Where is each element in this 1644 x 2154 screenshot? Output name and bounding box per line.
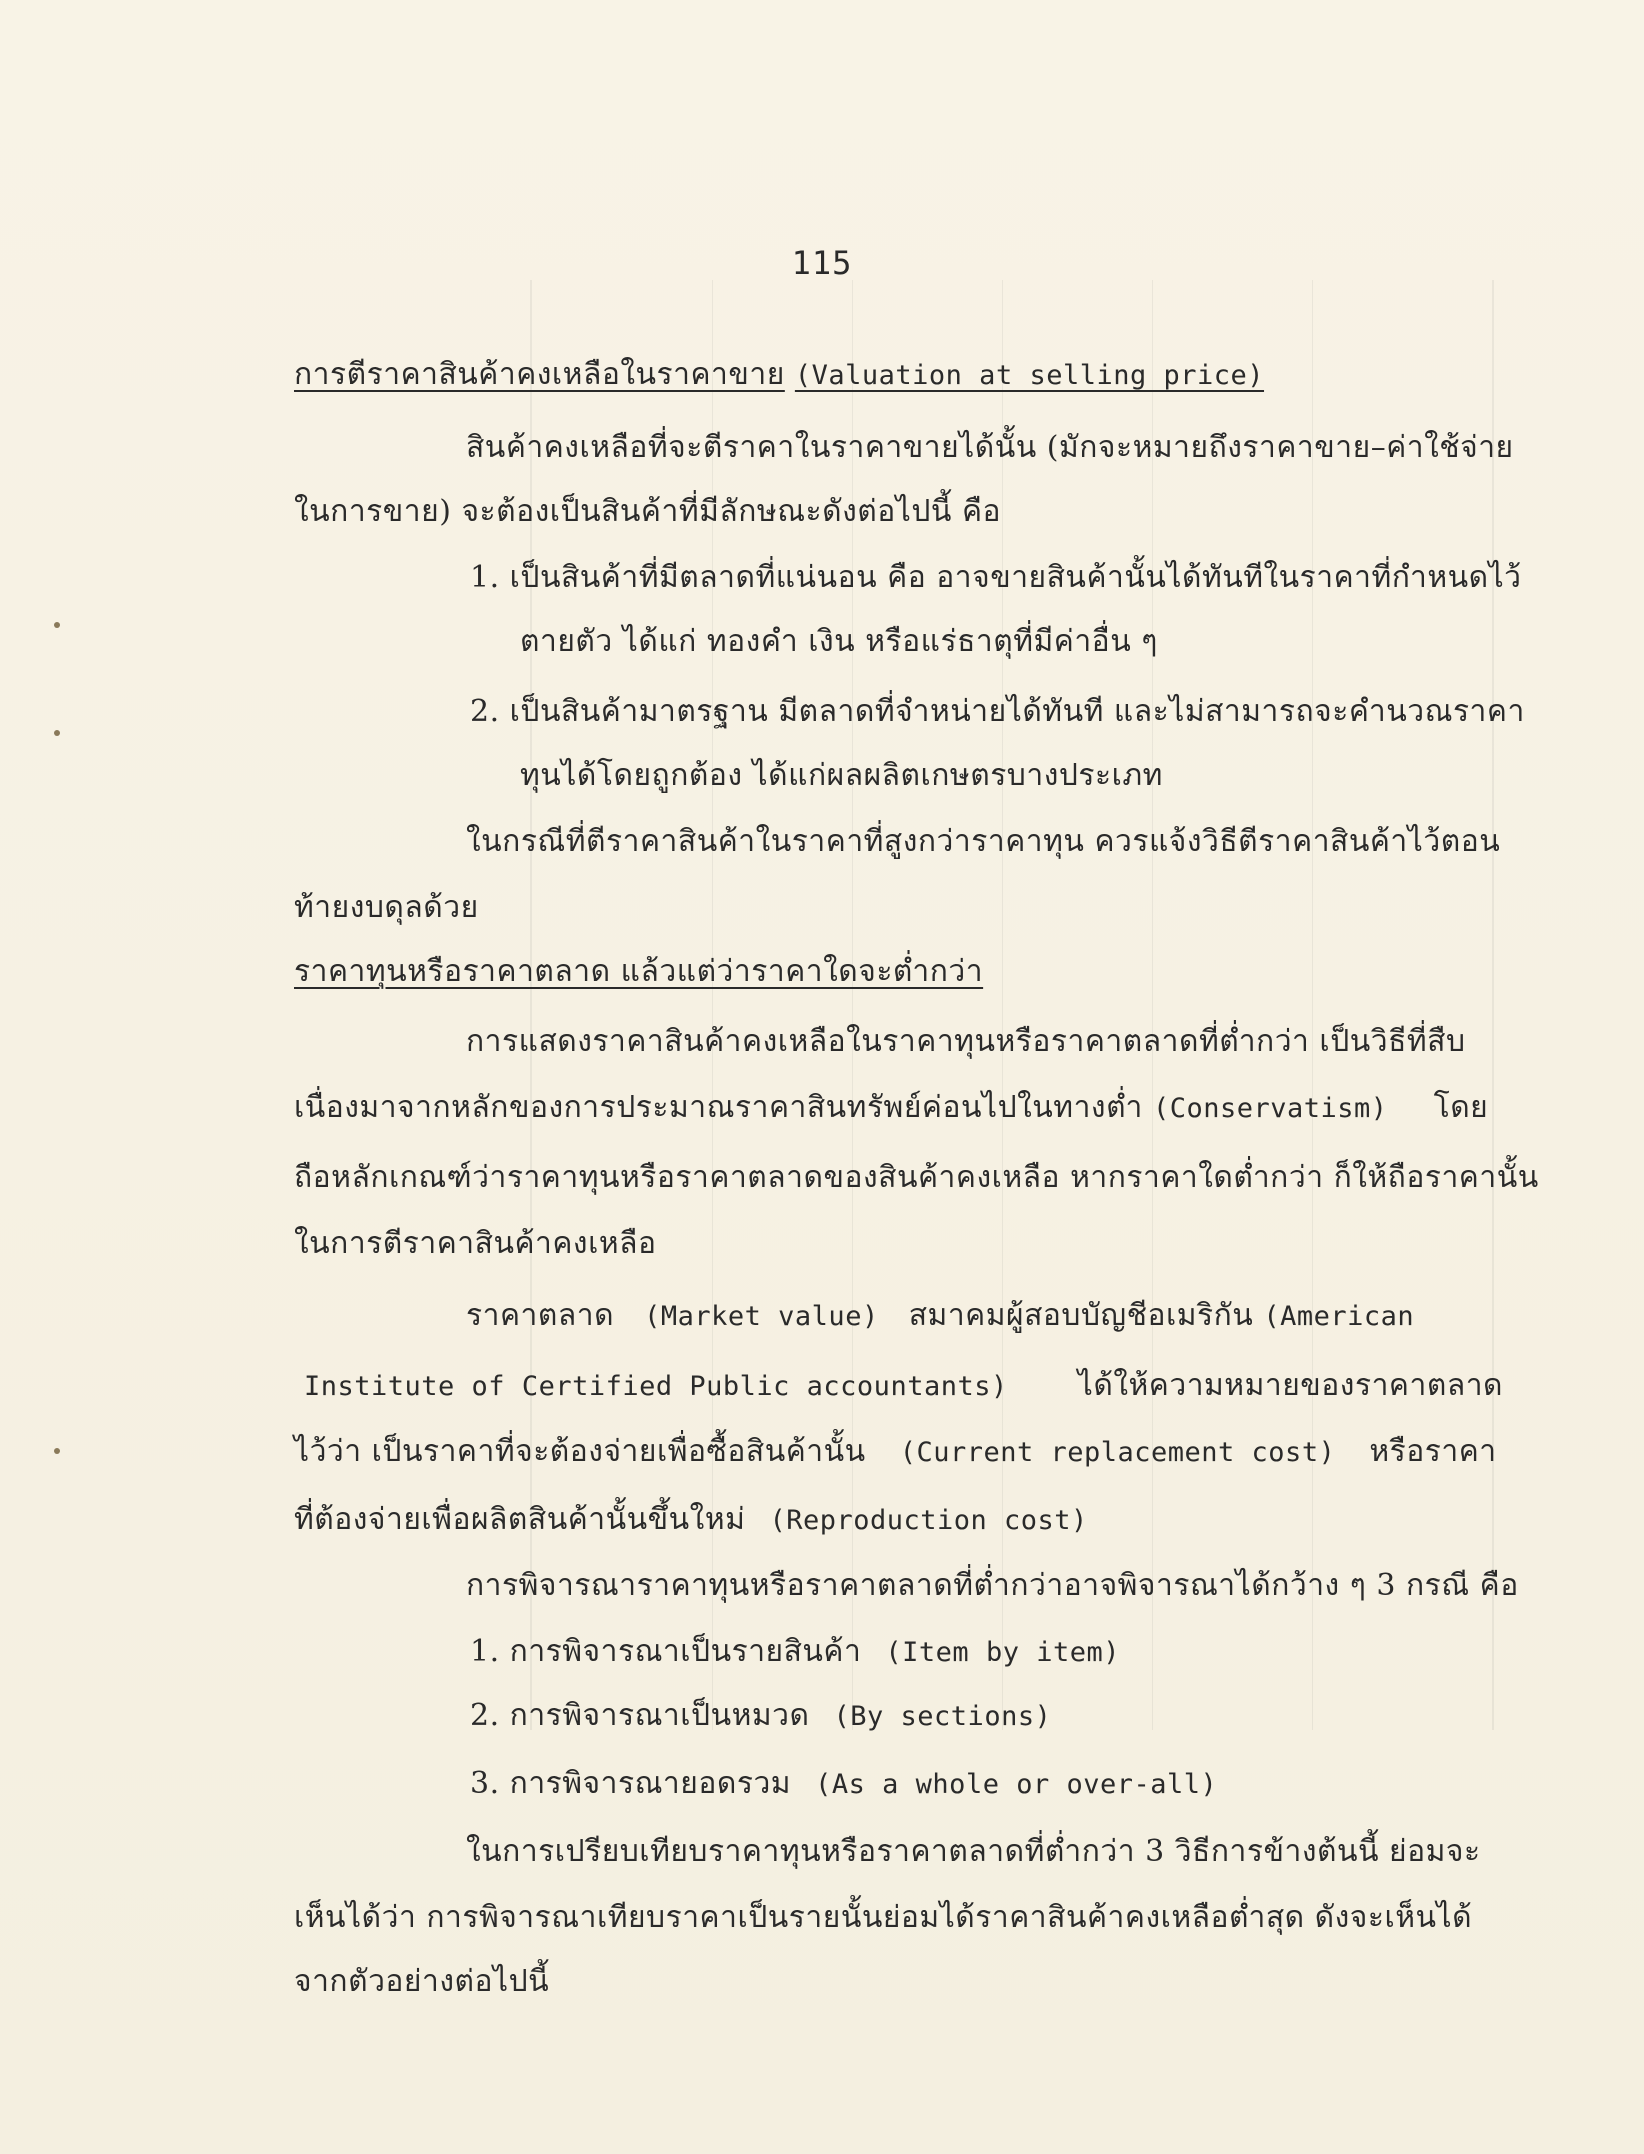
text-english: (Reproduction cost) [769,1505,1088,1536]
text-thai: หรือราคา [1369,1434,1497,1469]
heading-english: (Valuation at selling price) [794,360,1265,391]
text-thai: สมาคมผู้สอบบัญชีอเมริกัน [908,1298,1254,1333]
paragraph-line: ในการเปรียบเทียบราคาทุนหรือราคาตลาดที่ต่ำกว่า 3 วิธีการข้างต้นนี้ ย่อมจะ [466,1834,1481,1869]
heading-thai: การตีราคาสินค้าคงเหลือในราคาขาย [294,357,785,392]
text-thai: เนื่องมาจากหลักของการประมาณราคาสินทรัพย์ค่อนไปในทางต่ำ [294,1090,1143,1125]
punch-mark [54,730,60,736]
paragraph-line: จากตัวอย่างต่อไปนี้ [294,1964,550,1999]
text-english: (Market value) [644,1301,879,1332]
paragraph-line: ในการขาย) จะต้องเป็นสินค้าที่มีลักษณะดังต่อไปนี้ คือ [294,494,1002,529]
text-thai: ไว้ว่า เป็นราคาที่จะต้องจ่ายเพื่อซื้อสินค้านั้น [294,1434,866,1469]
paragraph-line: การแสดงราคาสินค้าคงเหลือในราคาทุนหรือราคาตลาดที่ต่ำกว่า เป็นวิธีที่สืบ [466,1024,1466,1059]
text-english: (By sections) [833,1701,1052,1732]
text-english: (Conservatism) [1152,1093,1388,1124]
list-item [470,1696,1051,1737]
paragraph-line: ในการตีราคาสินค้าคงเหลือ [294,1226,657,1261]
text-thai: ได้ให้ความหมายของราคาตลาด [1077,1368,1504,1403]
paragraph-line: การพิจารณาราคาทุนหรือราคาตลาดที่ต่ำกว่าอาจพิจารณาได้กว้าง ๆ 3 กรณี คือ [466,1568,1519,1603]
text-english: (American [1263,1301,1415,1332]
section-heading-selling-price [294,355,1264,396]
paragraph-line [294,1088,1488,1129]
paragraph-line: ถือหลักเกณฑ์ว่าราคาทุนหรือราคาตลาดของสินค้าคงเหลือ หากราคาใดต่ำกว่า ก็ให้ถือราคานั้น [294,1160,1539,1195]
paragraph-line [294,1432,1497,1473]
text-english: (Item by item) [885,1637,1120,1668]
text-thai: โดย [1433,1090,1489,1125]
paragraph-line: เห็นได้ว่า การพิจารณาเทียบราคาเป็นรายนั้นย่อมได้ราคาสินค้าคงเหลือต่ำสุด ดังจะเห็นได้ [294,1900,1473,1935]
text-thai: 2. การพิจารณาเป็นหมวด [470,1698,810,1733]
list-item: 1. เป็นสินค้าที่มีตลาดที่แน่นอน คือ อาจขายสินค้านั้นได้ทันทีในราคาที่กำหนดไว้ [470,560,1522,595]
text-thai: 3. การพิจารณายอดรวม [470,1766,792,1801]
text-english: (As a whole or over-all) [815,1769,1218,1800]
paragraph-line [466,1296,1414,1337]
list-item [470,1632,1120,1673]
paragraph-line [294,1500,1088,1541]
paragraph-line: ท้ายงบดุลด้วย [294,890,479,925]
text-thai: ราคาตลาด [466,1298,615,1333]
paragraph-line [304,1366,1503,1407]
section-heading-lower-of-cost: ราคาทุนหรือราคาตลาด แล้วแต่ว่าราคาใดจะต่ำกว่า [294,954,984,989]
paragraph-line: สินค้าคงเหลือที่จะตีราคาในราคาขายได้นั้น (มักจะหมายถึงราคาขาย–ค่าใช้จ่าย [466,430,1514,465]
list-item: 2. เป็นสินค้ามาตรฐาน มีตลาดที่จำหน่ายได้ทันที และไม่สามารถจะคำนวณราคา [470,694,1525,729]
punch-mark [54,622,60,628]
text-english: Institute of Certified Public accountants) [304,1371,1008,1402]
list-item-continuation: ตายตัว ได้แก่ ทองคำ เงิน หรือแร่ธาตุที่มีค่าอื่น ๆ [520,624,1158,659]
text-thai: ที่ต้องจ่ายเพื่อผลิตสินค้านั้นขึ้นใหม่ [294,1502,746,1537]
list-item [470,1764,1217,1805]
list-item-continuation: ทุนได้โดยถูกต้อง ได้แก่ผลผลิตเกษตรบางประเภท [520,758,1163,793]
punch-mark [54,1448,60,1454]
page-number: 115 [791,244,853,282]
text-english: (Current replacement cost) [899,1437,1336,1468]
text-thai: 1. การพิจารณาเป็นรายสินค้า [470,1634,862,1669]
paragraph-line: ในกรณีที่ตีราคาสินค้าในราคาที่สูงกว่าราคาทุน ควรแจ้งวิธีตีราคาสินค้าไว้ตอน [466,824,1501,859]
